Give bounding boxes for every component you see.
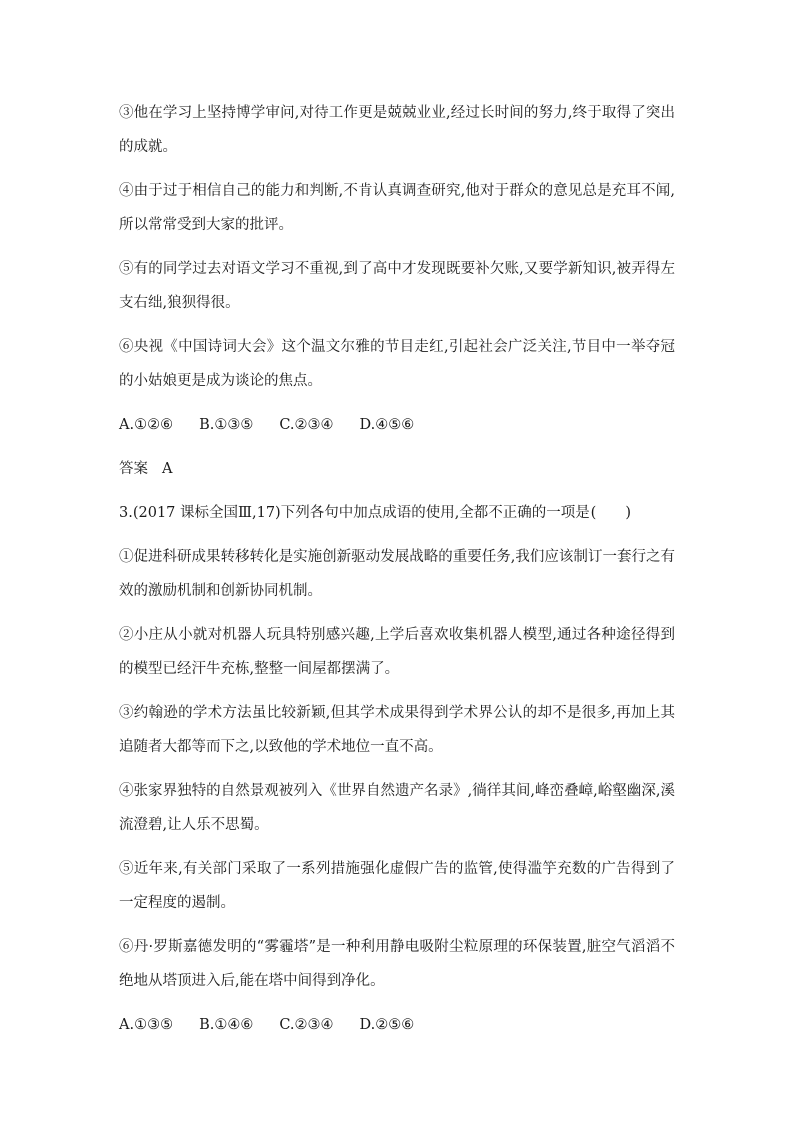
q2-item-3: ③他在学习上坚持博学审问,对待工作更是兢兢业业,经过长时间的努力,终于取得了突出的成就。: [119, 105, 675, 155]
q2-option-a: A.①②⑥: [119, 417, 174, 433]
q2-answer: [119, 452, 675, 486]
answer-blank: ( ): [590, 505, 631, 521]
q2-item-5: ⑤有的同学过去对语文学习不重视,到了高中才发现既要补欠账,又要学新知识,被弄得左支右绌,狼狈得很。: [119, 261, 675, 311]
q3-stem: [119, 496, 675, 530]
answer-label: 答案: [119, 461, 148, 477]
q2-option-d: D.④⑤⑥: [359, 417, 415, 433]
q3-item-2: ②小庄从小就对机器人玩具特别感兴趣,上学后喜欢收集机器人模型,通过各种途径得到的模型已经汗牛充栋,整整一间屋都摆满了。: [119, 627, 675, 677]
q3-option-a: A.①③⑤: [119, 1017, 174, 1033]
q3-option-b: B.①④⑥: [199, 1017, 254, 1033]
q2-option-c: C.②③④: [279, 417, 334, 433]
q2-options: [119, 408, 675, 442]
q3-item-3: ③约翰逊的学术方法虽比较新颖,但其学术成果得到学术界公认的却不是很多,再加上其追随者大都等而下之,以致他的学术地位一直不高。: [119, 705, 675, 755]
q3-options: [119, 1008, 675, 1042]
q2-item-4: ④由于过于相信自己的能力和判断,不肯认真调查研究,他对于群众的意见总是充耳不闻,所以常常受到大家的批评。: [119, 183, 675, 233]
document-page: [119, 96, 675, 1052]
q2-option-b: B.①③⑤: [199, 417, 254, 433]
q3-item-1: ①促进科研成果转移转化是实施创新驱动发展战略的重要任务,我们应该制订一套行之有效的激励机制和创新协同机制。: [119, 549, 675, 599]
answer-value: A: [162, 461, 173, 477]
q3-item-4: ④张家界独特的自然景观被列入《世界自然遗产名录》,徜徉其间,峰峦叠嶂,峪壑幽深,溪流澄碧,让人乐不思蜀。: [119, 783, 675, 833]
q3-option-d: D.②⑤⑥: [359, 1017, 415, 1033]
q2-item-6: ⑥央视《中国诗词大会》这个温文尔雅的节目走红,引起社会广泛关注,节目中一举夺冠的小姑娘更是成为谈论的焦点。: [119, 339, 675, 389]
q3-stem-text: 3.(2017 课标全国Ⅲ,17)下列各句中加点成语的使用,全都不正确的一项是: [119, 505, 590, 521]
q3-item-6: ⑥丹·罗斯嘉德发明的“雾霾塔”是一种利用静电吸附尘粒原理的环保装置,脏空气滔滔不绝地从塔顶进入后,能在塔中间得到净化。: [119, 939, 675, 989]
q3-item-5: ⑤近年来,有关部门采取了一系列措施强化虚假广告的监管,使得滥竽充数的广告得到了一定程度的遏制。: [119, 861, 675, 911]
q3-option-c: C.②③④: [279, 1017, 334, 1033]
